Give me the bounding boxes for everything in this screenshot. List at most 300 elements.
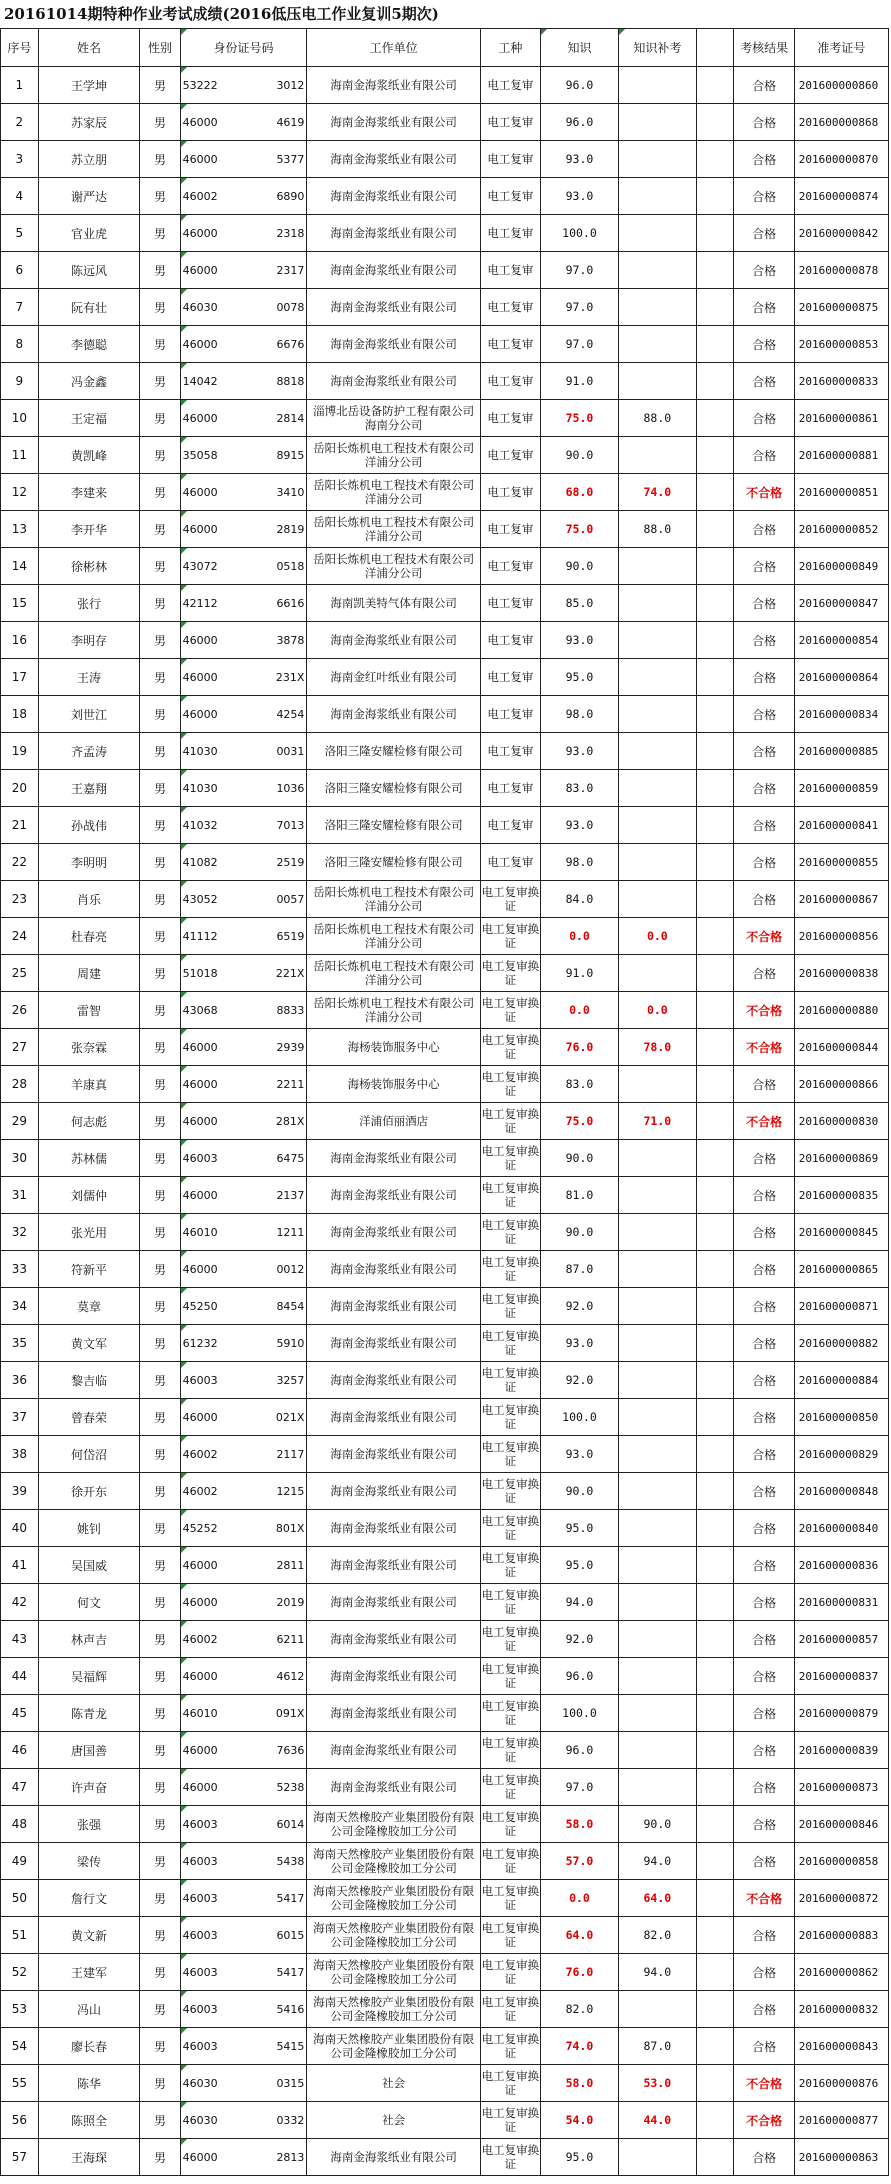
cell-marker-icon — [181, 141, 187, 147]
cell-seq: 46 — [1, 1732, 39, 1769]
cell-gender: 男 — [140, 696, 180, 733]
cell-id-no — [180, 1621, 307, 1658]
cell-cert: 201600000877 — [794, 2102, 888, 2139]
cell-id-no — [180, 141, 307, 178]
id-prefix: 46003 — [182, 1373, 218, 1387]
cell-type: 电工复审 — [480, 474, 540, 511]
cell-id-no — [180, 585, 307, 622]
cell-result: 不合格 — [734, 1029, 794, 1066]
cell-result: 不合格 — [734, 2102, 794, 2139]
cell-unit: 海南凯美特气体有限公司 — [307, 585, 480, 622]
cell-knowledge-score: 92.0 — [541, 1288, 619, 1325]
cell-blank — [696, 807, 734, 844]
cell-type: 电工复审换证 — [480, 1991, 540, 2028]
results-table — [0, 28, 889, 2176]
cell-blank — [696, 844, 734, 881]
cell-unit: 洋浦佰丽酒店 — [307, 1103, 480, 1140]
cell-cert: 201600000853 — [794, 326, 888, 363]
cell-cert: 201600000830 — [794, 1103, 888, 1140]
cell-type: 电工复审 — [480, 326, 540, 363]
cell-makeup-score — [618, 1695, 696, 1732]
cell-knowledge-score: 93.0 — [541, 141, 619, 178]
cell-seq: 23 — [1, 881, 39, 918]
cell-id-no — [180, 1325, 307, 1362]
cell-seq: 12 — [1, 474, 39, 511]
id-prefix: 46000 — [182, 337, 218, 351]
cell-id-no — [180, 437, 307, 474]
id-prefix: 46003 — [182, 2039, 218, 2053]
cell-id-no — [180, 326, 307, 363]
cell-name: 许声奋 — [38, 1769, 140, 1806]
cell-makeup-score — [618, 1658, 696, 1695]
cell-type: 电工复审换证 — [480, 1288, 540, 1325]
cell-gender: 男 — [140, 1399, 180, 1436]
cell-makeup-score — [618, 659, 696, 696]
cell-knowledge-score: 95.0 — [541, 2139, 619, 2176]
cell-unit: 海南金海浆纸业有限公司 — [307, 1621, 480, 1658]
cell-unit: 海南天然橡胶产业集团股份有限公司金隆橡胶加工分公司 — [307, 1917, 480, 1954]
cell-marker-icon — [181, 67, 187, 73]
cell-result: 不合格 — [734, 1880, 794, 1917]
cell-knowledge-score: 94.0 — [541, 1584, 619, 1621]
cell-makeup-score: 88.0 — [618, 400, 696, 437]
cell-makeup-score — [618, 955, 696, 992]
id-suffix: 2519 — [276, 855, 305, 869]
cell-type: 电工复审换证 — [480, 1954, 540, 1991]
cell-blank — [696, 437, 734, 474]
id-prefix: 46003 — [182, 1965, 218, 1979]
cell-name: 黄凯峰 — [38, 437, 140, 474]
cell-type: 电工复审换证 — [480, 1140, 540, 1177]
cell-cert: 201600000859 — [794, 770, 888, 807]
cell-knowledge-score: 81.0 — [541, 1177, 619, 1214]
header-row — [1, 29, 889, 67]
cell-marker-icon — [181, 1436, 187, 1442]
cell-cert: 201600000880 — [794, 992, 888, 1029]
cell-cert: 201600000854 — [794, 622, 888, 659]
cell-marker-icon — [181, 1103, 187, 1109]
table-row — [1, 1621, 889, 1658]
cell-id-no — [180, 252, 307, 289]
cell-result: 合格 — [734, 1177, 794, 1214]
id-prefix: 41030 — [182, 781, 218, 795]
id-prefix: 46030 — [182, 2113, 218, 2127]
cell-blank — [696, 1066, 734, 1103]
cell-cert: 201600000874 — [794, 178, 888, 215]
cell-name: 王涛 — [38, 659, 140, 696]
cell-marker-icon — [181, 992, 187, 998]
cell-unit: 海南金海浆纸业有限公司 — [307, 1547, 480, 1584]
id-suffix: 2819 — [276, 522, 305, 536]
cell-blank — [696, 955, 734, 992]
cell-makeup-score — [618, 67, 696, 104]
cell-id-no — [180, 918, 307, 955]
header-seq: 序号 — [1, 29, 39, 67]
cell-makeup-score — [618, 844, 696, 881]
cell-cert: 201600000836 — [794, 1547, 888, 1584]
cell-gender: 男 — [140, 67, 180, 104]
cell-blank — [696, 1621, 734, 1658]
cell-name: 詹行文 — [38, 1880, 140, 1917]
cell-type: 电工复审 — [480, 104, 540, 141]
cell-cert: 201600000842 — [794, 215, 888, 252]
cell-blank — [696, 2028, 734, 2065]
cell-seq: 25 — [1, 955, 39, 992]
cell-seq: 24 — [1, 918, 39, 955]
cell-marker-icon — [181, 289, 187, 295]
table-row — [1, 1880, 889, 1917]
id-prefix: 46002 — [182, 1447, 218, 1461]
cell-cert: 201600000846 — [794, 1806, 888, 1843]
cell-id-no — [180, 881, 307, 918]
cell-result: 合格 — [734, 1325, 794, 1362]
cell-id-no — [180, 1140, 307, 1177]
cell-blank — [696, 178, 734, 215]
id-prefix: 46030 — [182, 2076, 218, 2090]
cell-unit: 海南金海浆纸业有限公司 — [307, 67, 480, 104]
cell-cert: 201600000865 — [794, 1251, 888, 1288]
cell-gender: 男 — [140, 511, 180, 548]
cell-knowledge-score: 97.0 — [541, 326, 619, 363]
id-suffix: 1211 — [276, 1225, 305, 1239]
cell-name: 李明存 — [38, 622, 140, 659]
id-prefix: 46000 — [182, 263, 218, 277]
id-suffix: 5438 — [276, 1854, 305, 1868]
cell-makeup-score — [618, 1991, 696, 2028]
cell-gender: 男 — [140, 1547, 180, 1584]
table-row — [1, 918, 889, 955]
cell-id-no — [180, 1843, 307, 1880]
cell-gender: 男 — [140, 1658, 180, 1695]
cell-knowledge-score: 98.0 — [541, 696, 619, 733]
cell-id-no — [180, 1362, 307, 1399]
cell-unit: 海南金海浆纸业有限公司 — [307, 696, 480, 733]
cell-blank — [696, 1806, 734, 1843]
cell-type: 电工复审换证 — [480, 1473, 540, 1510]
id-suffix: 2211 — [276, 1077, 305, 1091]
id-prefix: 46000 — [182, 152, 218, 166]
cell-blank — [696, 1917, 734, 1954]
cell-cert: 201600000866 — [794, 1066, 888, 1103]
cell-knowledge-score: 96.0 — [541, 104, 619, 141]
table-row — [1, 955, 889, 992]
cell-type: 电工复审换证 — [480, 1806, 540, 1843]
cell-result: 合格 — [734, 1066, 794, 1103]
cell-name: 王建军 — [38, 1954, 140, 1991]
cell-unit: 海南金海浆纸业有限公司 — [307, 1362, 480, 1399]
cell-blank — [696, 289, 734, 326]
cell-gender: 男 — [140, 252, 180, 289]
cell-unit: 岳阳长炼机电工程技术有限公司洋浦分公司 — [307, 992, 480, 1029]
cell-makeup-score — [618, 1214, 696, 1251]
cell-blank — [696, 1954, 734, 1991]
cell-cert: 201600000857 — [794, 1621, 888, 1658]
cell-makeup-score — [618, 548, 696, 585]
cell-id-no — [180, 844, 307, 881]
cell-cert: 201600000850 — [794, 1399, 888, 1436]
cell-unit: 海南金海浆纸业有限公司 — [307, 1214, 480, 1251]
cell-seq: 2 — [1, 104, 39, 141]
id-suffix: 2318 — [276, 226, 305, 240]
cell-name: 李德聪 — [38, 326, 140, 363]
cell-unit: 岳阳长炼机电工程技术有限公司洋浦分公司 — [307, 955, 480, 992]
table-row — [1, 1658, 889, 1695]
id-suffix: 5417 — [276, 1965, 305, 1979]
cell-seq: 11 — [1, 437, 39, 474]
cell-knowledge-score: 83.0 — [541, 1066, 619, 1103]
id-suffix: 1215 — [276, 1484, 305, 1498]
id-prefix: 42112 — [182, 596, 218, 610]
cell-seq: 34 — [1, 1288, 39, 1325]
cell-name: 李建来 — [38, 474, 140, 511]
cell-unit: 洛阳三隆安耀检修有限公司 — [307, 770, 480, 807]
cell-gender: 男 — [140, 141, 180, 178]
cell-cert: 201600000835 — [794, 1177, 888, 1214]
table-row — [1, 2102, 889, 2139]
cell-gender: 男 — [140, 1917, 180, 1954]
cell-knowledge-score: 0.0 — [541, 992, 619, 1029]
cell-unit: 岳阳长炼机电工程技术有限公司洋浦分公司 — [307, 548, 480, 585]
sheet-title: 20161014期特种作业考试成绩(2016低压电工作业复训5期次) — [4, 5, 439, 23]
cell-gender: 男 — [140, 1991, 180, 2028]
cell-makeup-score: 88.0 — [618, 511, 696, 548]
table-row — [1, 1510, 889, 1547]
cell-unit: 海杨装饰服务中心 — [307, 1066, 480, 1103]
id-prefix: 46003 — [182, 1891, 218, 1905]
cell-result: 合格 — [734, 326, 794, 363]
cell-marker-icon — [181, 1473, 187, 1479]
cell-marker-icon — [181, 178, 187, 184]
cell-result: 合格 — [734, 437, 794, 474]
cell-result: 合格 — [734, 141, 794, 178]
cell-marker-icon — [181, 1880, 187, 1886]
cell-result: 合格 — [734, 178, 794, 215]
cell-knowledge-score: 75.0 — [541, 511, 619, 548]
table-row — [1, 252, 889, 289]
cell-type: 电工复审换证 — [480, 1029, 540, 1066]
cell-blank — [696, 141, 734, 178]
cell-type: 电工复审换证 — [480, 918, 540, 955]
cell-name: 林声吉 — [38, 1621, 140, 1658]
cell-blank — [696, 326, 734, 363]
cell-marker-icon — [181, 326, 187, 332]
cell-seq: 27 — [1, 1029, 39, 1066]
id-suffix: 2019 — [276, 1595, 305, 1609]
cell-cert: 201600000870 — [794, 141, 888, 178]
cell-seq: 9 — [1, 363, 39, 400]
id-suffix: 8833 — [276, 1003, 305, 1017]
cell-knowledge-score: 76.0 — [541, 1029, 619, 1066]
cell-type: 电工复审 — [480, 511, 540, 548]
cell-type: 电工复审换证 — [480, 1843, 540, 1880]
cell-knowledge-score: 95.0 — [541, 1547, 619, 1584]
cell-unit: 海南金海浆纸业有限公司 — [307, 1325, 480, 1362]
cell-seq: 14 — [1, 548, 39, 585]
cell-knowledge-score: 58.0 — [541, 2065, 619, 2102]
id-prefix: 46010 — [182, 1225, 218, 1239]
cell-seq: 57 — [1, 2139, 39, 2176]
id-prefix: 46000 — [182, 670, 218, 684]
cell-marker-icon — [181, 548, 187, 554]
header-cert: 准考证号 — [794, 29, 888, 67]
id-prefix: 46000 — [182, 1669, 218, 1683]
cell-knowledge-score: 85.0 — [541, 585, 619, 622]
cell-gender: 男 — [140, 104, 180, 141]
cell-blank — [696, 215, 734, 252]
cell-unit: 海南金海浆纸业有限公司 — [307, 1769, 480, 1806]
cell-result: 合格 — [734, 1806, 794, 1843]
id-suffix: 5377 — [276, 152, 305, 166]
cell-cert: 201600000879 — [794, 1695, 888, 1732]
cell-result: 合格 — [734, 215, 794, 252]
cell-type: 电工复审换证 — [480, 2102, 540, 2139]
id-suffix: 8818 — [276, 374, 305, 388]
cell-unit: 海南金海浆纸业有限公司 — [307, 1251, 480, 1288]
cell-unit: 海南金海浆纸业有限公司 — [307, 252, 480, 289]
cell-name: 廖长春 — [38, 2028, 140, 2065]
cell-type: 电工复审 — [480, 141, 540, 178]
cell-knowledge-score: 93.0 — [541, 622, 619, 659]
cell-unit: 洛阳三隆安耀检修有限公司 — [307, 807, 480, 844]
cell-unit: 岳阳长炼机电工程技术有限公司洋浦分公司 — [307, 437, 480, 474]
cell-name: 王学坤 — [38, 67, 140, 104]
cell-blank — [696, 1584, 734, 1621]
cell-result: 合格 — [734, 1288, 794, 1325]
cell-name: 梁传 — [38, 1843, 140, 1880]
cell-makeup-score: 78.0 — [618, 1029, 696, 1066]
id-prefix: 46003 — [182, 1854, 218, 1868]
cell-gender: 男 — [140, 1214, 180, 1251]
cell-seq: 7 — [1, 289, 39, 326]
cell-makeup-score — [618, 437, 696, 474]
cell-name: 孙战伟 — [38, 807, 140, 844]
cell-name: 李开华 — [38, 511, 140, 548]
cell-makeup-score — [618, 807, 696, 844]
cell-seq: 4 — [1, 178, 39, 215]
table-row — [1, 1029, 889, 1066]
table-row — [1, 733, 889, 770]
cell-cert: 201600000841 — [794, 807, 888, 844]
id-prefix: 46000 — [182, 1040, 218, 1054]
cell-name: 陈青龙 — [38, 1695, 140, 1732]
cell-cert: 201600000855 — [794, 844, 888, 881]
cell-knowledge-score: 75.0 — [541, 1103, 619, 1140]
cell-marker-icon — [181, 1547, 187, 1553]
cell-knowledge-score: 57.0 — [541, 1843, 619, 1880]
cell-makeup-score — [618, 1251, 696, 1288]
cell-result: 合格 — [734, 511, 794, 548]
cell-name: 周建 — [38, 955, 140, 992]
cell-gender: 男 — [140, 1584, 180, 1621]
cell-knowledge-score: 90.0 — [541, 1473, 619, 1510]
id-prefix: 46000 — [182, 1262, 218, 1276]
id-suffix: 2939 — [276, 1040, 305, 1054]
cell-marker-icon — [181, 733, 187, 739]
cell-gender: 男 — [140, 1103, 180, 1140]
id-suffix: 0012 — [276, 1262, 305, 1276]
cell-id-no — [180, 1991, 307, 2028]
cell-result: 合格 — [734, 252, 794, 289]
id-suffix: 4612 — [276, 1669, 305, 1683]
cell-gender: 男 — [140, 1029, 180, 1066]
cell-unit: 海南金海浆纸业有限公司 — [307, 215, 480, 252]
cell-gender: 男 — [140, 1325, 180, 1362]
cell-unit: 海南金海浆纸业有限公司 — [307, 2139, 480, 2176]
cell-name: 黄文新 — [38, 1917, 140, 1954]
id-prefix: 61232 — [182, 1336, 218, 1350]
cell-blank — [696, 1843, 734, 1880]
cell-blank — [696, 1991, 734, 2028]
cell-result: 合格 — [734, 2028, 794, 2065]
cell-result: 合格 — [734, 1473, 794, 1510]
cell-makeup-score — [618, 1584, 696, 1621]
cell-knowledge-score: 98.0 — [541, 844, 619, 881]
cell-knowledge-score: 100.0 — [541, 1399, 619, 1436]
cell-name: 苏立朋 — [38, 141, 140, 178]
cell-name: 李明明 — [38, 844, 140, 881]
cell-blank — [696, 1510, 734, 1547]
cell-blank — [696, 770, 734, 807]
cell-gender: 男 — [140, 844, 180, 881]
cell-gender: 男 — [140, 955, 180, 992]
cell-makeup-score — [618, 178, 696, 215]
cell-seq: 40 — [1, 1510, 39, 1547]
table-row — [1, 1177, 889, 1214]
cell-marker-icon — [181, 1695, 187, 1701]
cell-id-no — [180, 2102, 307, 2139]
id-prefix: 51018 — [182, 966, 218, 980]
id-prefix: 45252 — [182, 1521, 218, 1535]
cell-makeup-score — [618, 1288, 696, 1325]
header-type: 工种 — [480, 29, 540, 67]
cell-id-no — [180, 807, 307, 844]
cell-cert: 201600000873 — [794, 1769, 888, 1806]
cell-marker-icon — [181, 1066, 187, 1072]
cell-seq: 54 — [1, 2028, 39, 2065]
cell-cert: 201600000860 — [794, 67, 888, 104]
cell-knowledge-score: 76.0 — [541, 1954, 619, 1991]
id-suffix: 021X — [275, 1410, 305, 1424]
cell-makeup-score — [618, 881, 696, 918]
cell-blank — [696, 1214, 734, 1251]
cell-type: 电工复审换证 — [480, 2028, 540, 2065]
cell-marker-icon — [181, 400, 187, 406]
cell-marker-icon — [181, 844, 187, 850]
cell-result: 合格 — [734, 67, 794, 104]
table-row — [1, 1732, 889, 1769]
cell-type: 电工复审换证 — [480, 1362, 540, 1399]
table-row — [1, 807, 889, 844]
id-suffix: 1036 — [276, 781, 305, 795]
cell-blank — [696, 1695, 734, 1732]
table-row — [1, 1399, 889, 1436]
cell-cert: 201600000878 — [794, 252, 888, 289]
cell-knowledge-score: 95.0 — [541, 659, 619, 696]
cell-blank — [696, 474, 734, 511]
table-row — [1, 400, 889, 437]
cell-knowledge-score: 90.0 — [541, 1140, 619, 1177]
cell-type: 电工复审换证 — [480, 881, 540, 918]
cell-gender: 男 — [140, 881, 180, 918]
cell-type: 电工复审 — [480, 770, 540, 807]
id-suffix: 4254 — [276, 707, 305, 721]
cell-cert: 201600000882 — [794, 1325, 888, 1362]
id-prefix: 46000 — [182, 633, 218, 647]
cell-marker-icon — [181, 437, 187, 443]
id-prefix: 46000 — [182, 1077, 218, 1091]
cell-cert: 201600000868 — [794, 104, 888, 141]
table-row — [1, 1991, 889, 2028]
